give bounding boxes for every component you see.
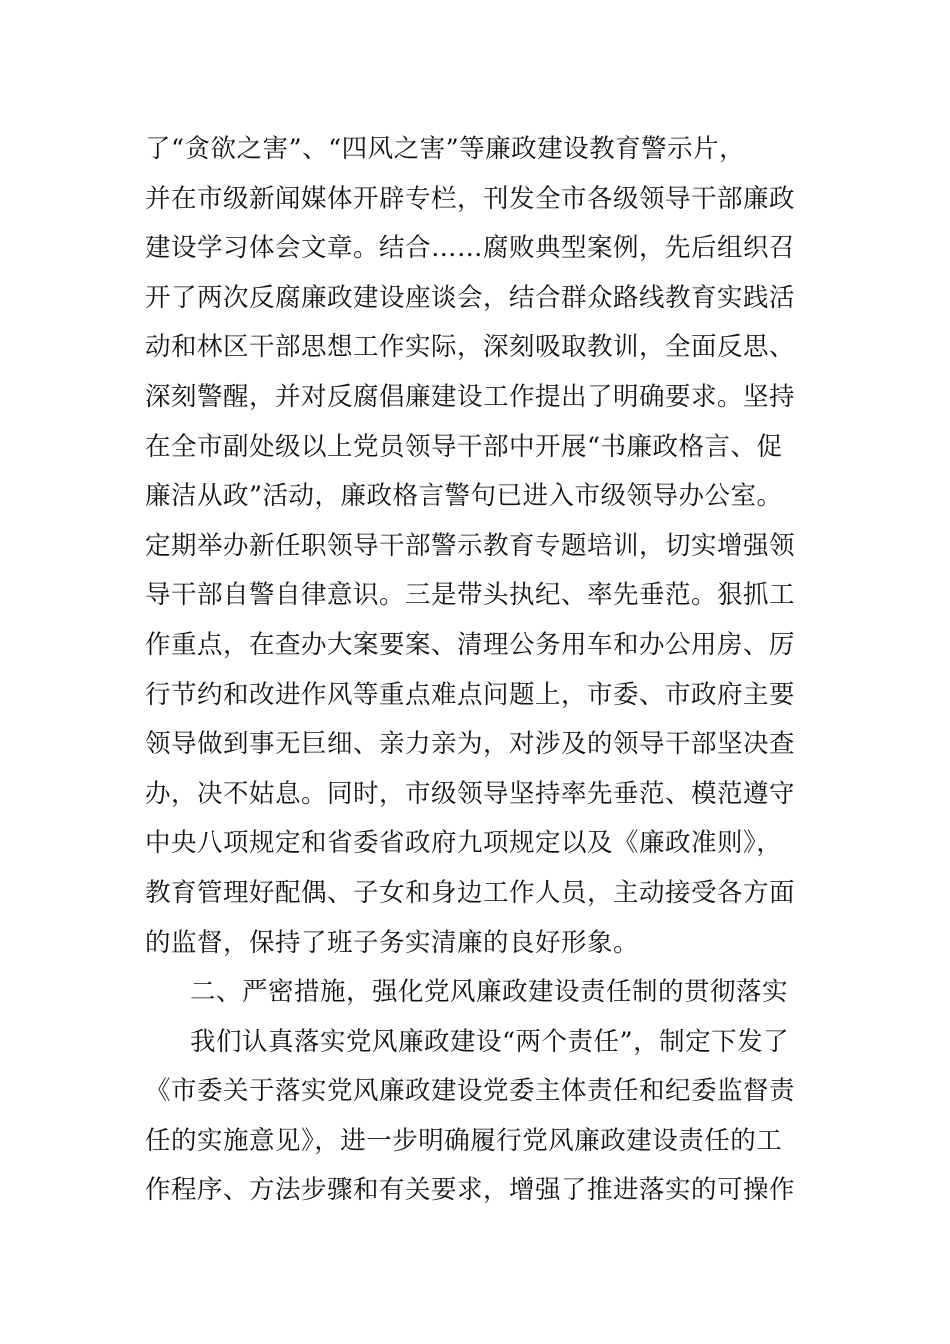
paragraph-first-line: 二、严密措施，强化党风廉政建设责任制的贯彻落实 — [190, 977, 789, 1008]
text-line: 领导做到事无巨细、亲力亲为，对涉及的领导干部坚决查 — [145, 729, 796, 760]
text-line: 导干部自警自律意识。三是带头执纪、率先垂范。狠抓工 — [145, 580, 796, 611]
text-line: 动和林区干部思想工作实际，深刻吸取教训，全面反思、 — [145, 332, 796, 363]
text-line: 深刻警醒，并对反腐倡廉建设工作提出了明确要求。坚持 — [145, 381, 796, 412]
text-line: 教育管理好配偶、子女和身边工作人员，主动接受各方面 — [145, 877, 796, 908]
text-line: 并在市级新闻媒体开辟专栏，刊发全市各级领导干部廉政 — [145, 183, 796, 214]
text-line: 建设学习体会文章。结合……腐败典型案例，先后组织召 — [145, 233, 796, 264]
text-line: 开了两次反腐廉政建设座谈会，结合群众路线教育实践活 — [145, 282, 796, 313]
text-line: 作重点，在查办大案要案、清理公务用车和办公用房、厉 — [145, 629, 796, 660]
text-line: 定期举办新任职领导干部警示教育专题培训，切实增强领 — [145, 530, 796, 561]
text-line: 《市委关于落实党风廉政建设党委主体责任和纪委监督责 — [145, 1076, 796, 1107]
text-line: 中央八项规定和省委省政府九项规定以及《廉政准则》， — [145, 828, 783, 859]
paragraph-first-line: 我们认真落实党风廉政建设“两个责任”，制定下发了 — [190, 1026, 790, 1057]
document-body — [145, 125, 810, 1216]
text-line: 的监督，保持了班子务实清廉的良好形象。 — [145, 927, 640, 958]
text-line: 办，决不姑息。同时，市级领导坚持率先垂范、模范遵守 — [145, 778, 796, 809]
text-line: 在全市副处级以上党员领导干部中开展“书廉政格言、促 — [145, 431, 783, 462]
text-line: 了“贪欲之害”、“四风之害”等廉政建设教育警示片， — [145, 134, 746, 164]
text-line: 作程序、方法步骤和有关要求，增强了推进落实的可操作 — [145, 1175, 796, 1206]
text-line: 廉洁从政”活动，廉政格言警句已进入市级领导办公室。 — [145, 481, 783, 512]
text-line: 行节约和改进作风等重点难点问题上，市委、市政府主要 — [145, 679, 796, 710]
text-line: 任的实施意见》，进一步明确履行党风廉政建设责任的工 — [145, 1125, 783, 1156]
